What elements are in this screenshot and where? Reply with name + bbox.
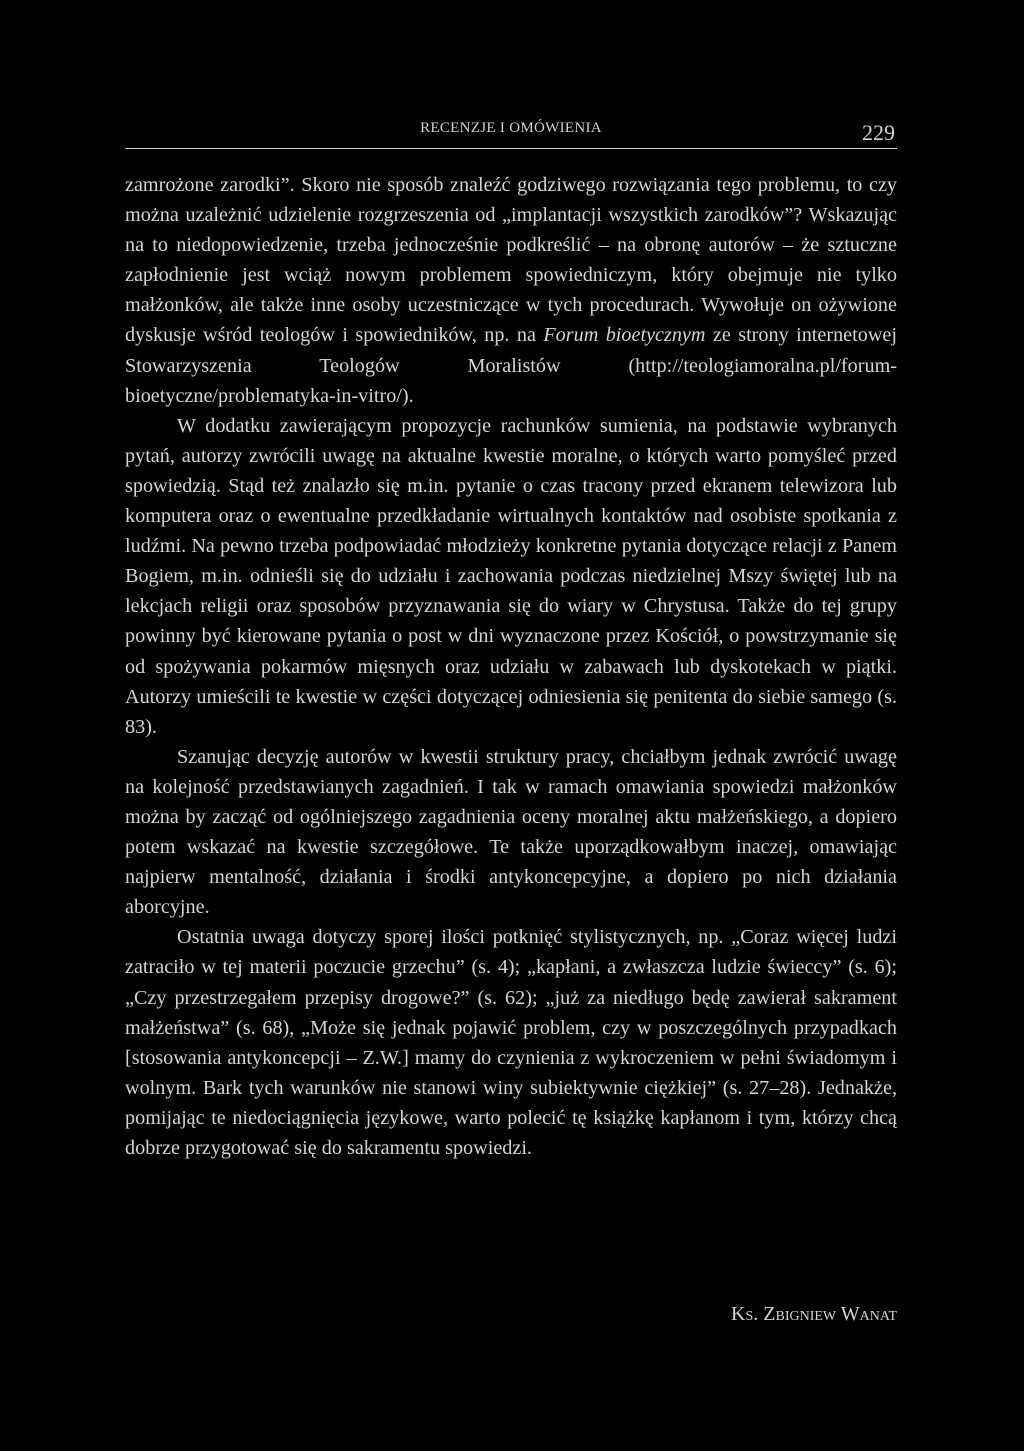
paragraph-4: Ostatnia uwaga dotyczy sporej ilości potknięć stylistycznych, np. „Coraz więcej ludzi zatraciło w tej materii poczucie grzechu” (s. 4); „kapłani, a zwłaszcza ludzie świeccy” (s. 6); „Czy przestrzegałem przepisy drogowe?” (s. 62); „już za niedługo będę zawierał sakrament małżeństwa” (s. 68), „Może się jednak pojawić problem, czy w poszczególnych przypadkach [stosowania antykoncepcji – Z.W.] mamy do czynienia z wykroczeniem w pełni świadomym i wolnym. Bark tych warunków nie stanowi winy subiektywnie ciężkiej” (s. 27–28). Jednakże, pomijając te niedociągnięcia językowe, warto polecić tę książkę kapłanom i tym, którzy chcą dobrze przygotować się do sakramentu spowiedzi.: [125, 926, 897, 1159]
running-header: [125, 116, 897, 149]
paragraph-2: W dodatku zawierającym propozycje rachunków sumienia, na podstawie wybranych pytań, autorzy zwrócili uwagę na aktualne kwestie moralne, o których warto pomyśleć przed spowiedzią. Stąd też znalazło się m.in. pytanie o czas tracony przed ekranem telewizora lub komputera oraz o ewentualne przedkładanie wirtualnych kontaktów nad osobiste spotkania z ludźmi. Na pewno trzeba podpowiadać młodzieży konkretne pytania dotyczące relacji z Panem Bogiem, m.in. odnieśli się do udziału i zachowania podczas niedzielnej Mszy świętej lub na lekcjach religii oraz sposobów przyznawania się do wiary w Chrystusa. Także do tej grupy powinny być kierowane pytania o post w dni wyznaczone przez Kościół, o powstrzymanie się od spożywania pokarmów mięsnych oraz udziału w zabawach lub dyskotekach w piątki. Autorzy umieścili te kwestie w części dotyczącej odniesienia się penitenta do siebie samego (s. 83).: [125, 414, 897, 738]
running-title: RECENZJE I OMÓWIENIA: [420, 120, 602, 136]
paragraph-1: [125, 170, 897, 411]
review-body: [125, 170, 897, 1163]
paragraph-3: Szanując decyzję autorów w kwestii struktury pracy, chciałbym jednak zwrócić uwagę na kolejność przedstawianych zagadnień. I tak w ramach omawiania spowiedzi małżonków można by zacząć od ogólniejszego zagadnienia oceny moralnej aktu małżeńskiego, a dopiero potem wskazać na kwestie szczegółowe. Te także uporządkowałbym inaczej, omawiając najpierw mentalność, działania i środki antykoncepcyjne, a dopiero po nich działania aborcyjne.: [125, 745, 897, 919]
page-number: 229: [862, 120, 895, 145]
paragraph-1-text-b: ze strony internetowej Stowarzyszenia Teologów Moralistów (http://teologiamoralna.pl/​forum-bioetyczne/problematyka-in-vitro/).: [125, 324, 897, 407]
forum-title: Forum bioetycznym: [543, 324, 706, 347]
paragraph-1-text-a: zamrożone zarodki”. Skoro nie sposób znaleźć godziwego rozwiązania tego problemu, to czy można uzależnić udzielenie rozgrzeszenia od „implantacji wszystkich zarodków”? Wskazując na to niedopowiedzenie, trzeba jednocześnie podkreślić – na obronę autorów – że sztuczne zapłodnienie jest wciąż nowym problemem spowiedniczym, który obejmuje nie tylko małżonków, ale także inne osoby uczestniczące w tych procedurach. Wywołuje on ożywione dyskusje wśród teologów i spowiedników, np. na: [125, 174, 897, 347]
signature-name: Zbigniew Wanat: [763, 1303, 897, 1325]
author-signature: [731, 1303, 897, 1326]
signature-title: Ks.: [731, 1303, 759, 1325]
